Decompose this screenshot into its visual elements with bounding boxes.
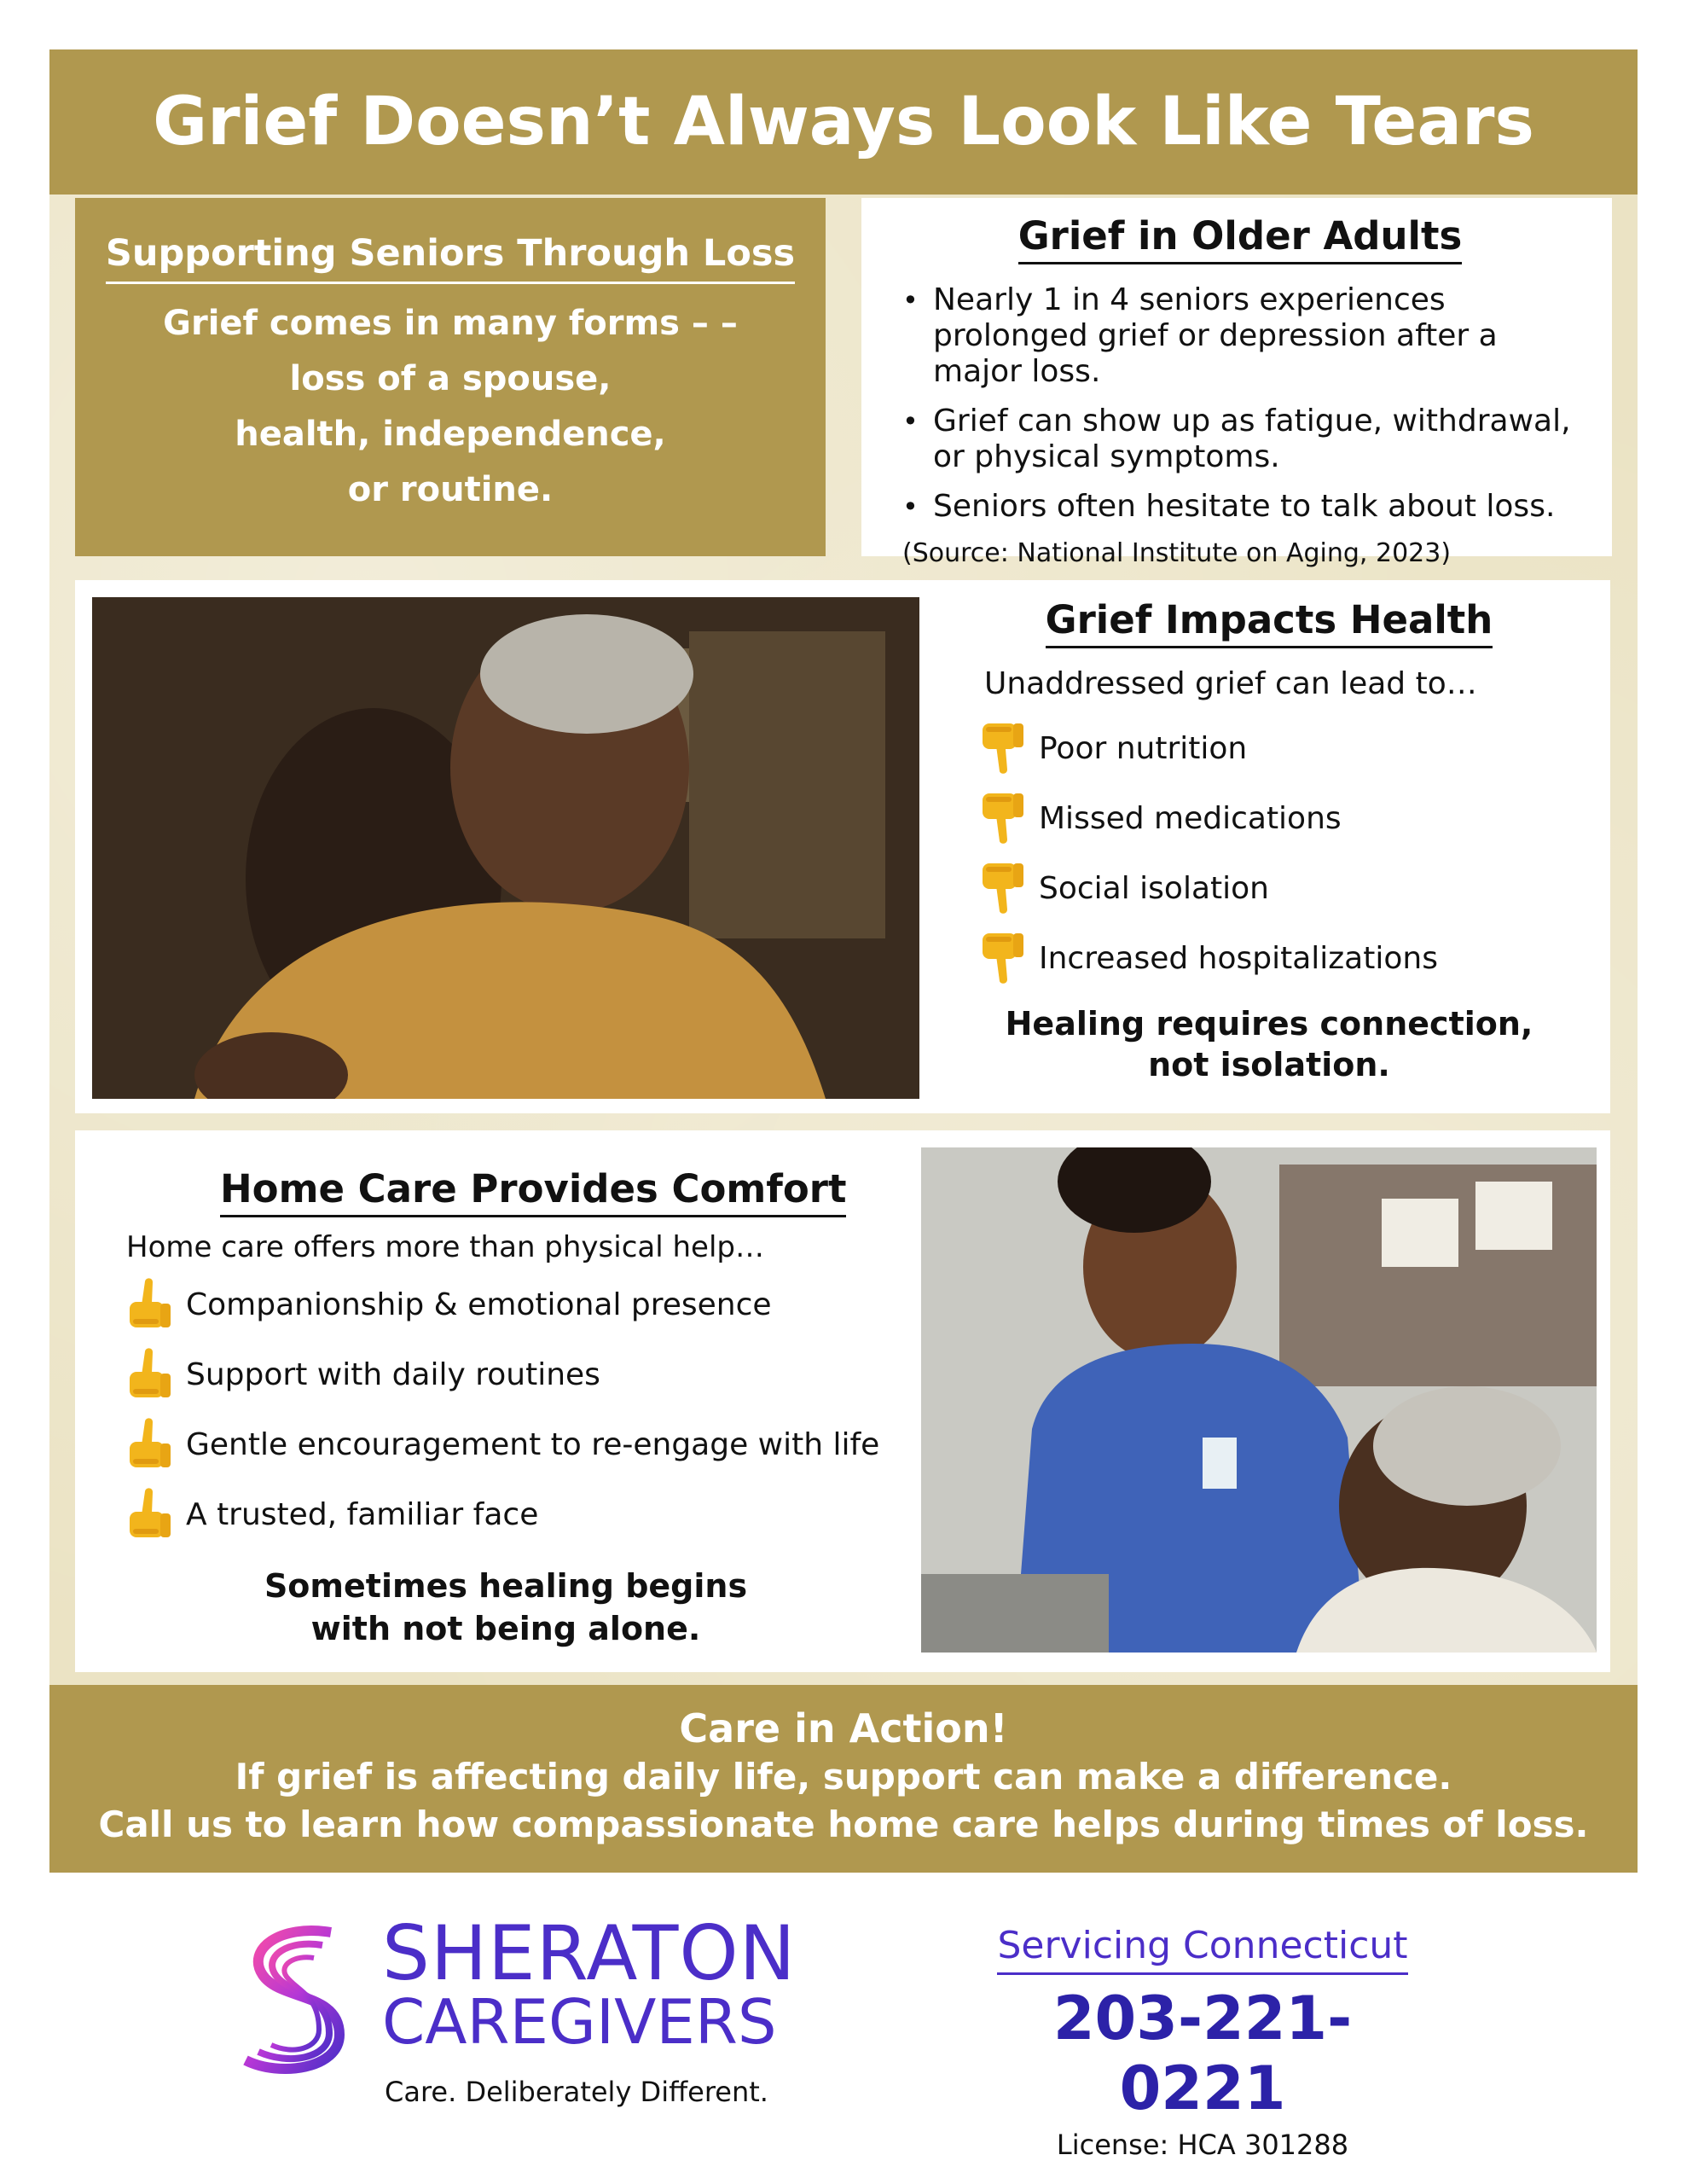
callout-line: with not being alone.: [310, 1610, 701, 1647]
brand-name-line-2: CAREGIVERS: [382, 1986, 777, 2058]
list-item: • Seniors often hesitate to talk about loss.: [902, 489, 1578, 525]
care-item-label: Companionship & emotional presence: [186, 1287, 772, 1322]
home-care-callout: [126, 1565, 954, 1650]
callout-line: Healing requires connection,: [1005, 1005, 1533, 1043]
brand-logo: [229, 1909, 826, 2108]
impact-item-label: Missed medications: [1039, 800, 1342, 836]
hug-photo: [92, 597, 919, 1099]
phone-number[interactable]: 203-221-0221: [1052, 1984, 1353, 2123]
thumbs-down-icon: [979, 790, 1027, 846]
impact-item-label: Social isolation: [1039, 870, 1269, 906]
thumbs-up-icon: [126, 1346, 174, 1403]
cta-line: If grief is affecting daily life, support can make a difference.: [235, 1756, 1452, 1798]
home-care-heading: Home Care Provides Comfort: [126, 1166, 954, 1211]
impacts-callout: [954, 1003, 1585, 1085]
thumbs-down-icon: [979, 860, 1027, 916]
home-care-content: [126, 1166, 954, 1650]
brand-name-line-1: SHERATON: [382, 1909, 797, 1997]
intro-line: Grief comes in many forms – –: [163, 304, 738, 343]
care-item-label: Support with daily routines: [186, 1356, 600, 1392]
list-item: • Nearly 1 in 4 seniors experiences prolonged grief or depression after a major loss.: [902, 282, 1578, 390]
older-adults-list: [902, 282, 1578, 525]
cta-heading: Care in Action!: [679, 1705, 1008, 1751]
older-adults-box: [861, 198, 1612, 568]
title-banner: [49, 49, 1638, 195]
caregiver-photo: [921, 1147, 1597, 1653]
impact-item-label: Poor nutrition: [1039, 730, 1248, 766]
list-item: [954, 713, 1585, 783]
contact-block: [981, 1924, 1424, 2161]
care-item-label: Gentle encouragement to re-engage with life: [186, 1426, 880, 1462]
service-area: Servicing Connecticut: [997, 1924, 1407, 1975]
intro-line: loss of a spouse,: [289, 359, 612, 398]
thumbs-up-icon: [126, 1276, 174, 1333]
page-title: Grief Doesn’t Always Look Like Tears: [153, 84, 1534, 160]
callout-line: Sometimes healing begins: [264, 1567, 748, 1605]
list-item: [954, 783, 1585, 853]
thumbs-down-icon: [979, 930, 1027, 986]
impacts-box: [75, 580, 1610, 1113]
impacts-lead: Unaddressed grief can lead to…: [984, 666, 1477, 701]
call-to-action-banner: [49, 1685, 1638, 1873]
list-item: [954, 923, 1585, 993]
list-item: [126, 1269, 954, 1339]
thumbs-up-icon: [126, 1486, 174, 1542]
impact-item-label: Increased hospitalizations: [1039, 940, 1438, 976]
cta-line: Call us to learn how compassionate home care helps during times of loss.: [98, 1804, 1589, 1845]
brand-tagline: Care. Deliberately Different.: [385, 2076, 768, 2108]
intro-heading: Supporting Seniors Through Loss: [106, 232, 795, 284]
care-item-label: A trusted, familiar face: [186, 1496, 539, 1532]
source-note: (Source: National Institute on Aging, 2023): [902, 538, 1452, 568]
list-item: [126, 1339, 954, 1409]
list-item: [954, 853, 1585, 923]
callout-line: not isolation.: [1148, 1046, 1390, 1083]
sheraton-s-logo-icon: [229, 1915, 365, 2086]
intro-box: [75, 198, 826, 556]
license-number: License: HCA 301288: [1056, 2129, 1349, 2161]
intro-line: or routine.: [347, 470, 554, 509]
impacts-content: [954, 597, 1585, 1085]
list-item: • Grief can show up as fatigue, withdrawal, or physical symptoms.: [902, 404, 1578, 475]
list-item: [126, 1479, 954, 1549]
list-item: [126, 1409, 954, 1479]
thumbs-down-icon: [979, 720, 1027, 776]
home-care-lead: Home care offers more than physical help…: [126, 1230, 764, 1264]
impacts-heading: Grief Impacts Health: [954, 597, 1585, 642]
home-care-box: [75, 1130, 1610, 1672]
intro-line: health, independence,: [235, 415, 666, 454]
older-adults-heading: Grief in Older Adults: [902, 213, 1578, 258]
thumbs-up-icon: [126, 1416, 174, 1472]
